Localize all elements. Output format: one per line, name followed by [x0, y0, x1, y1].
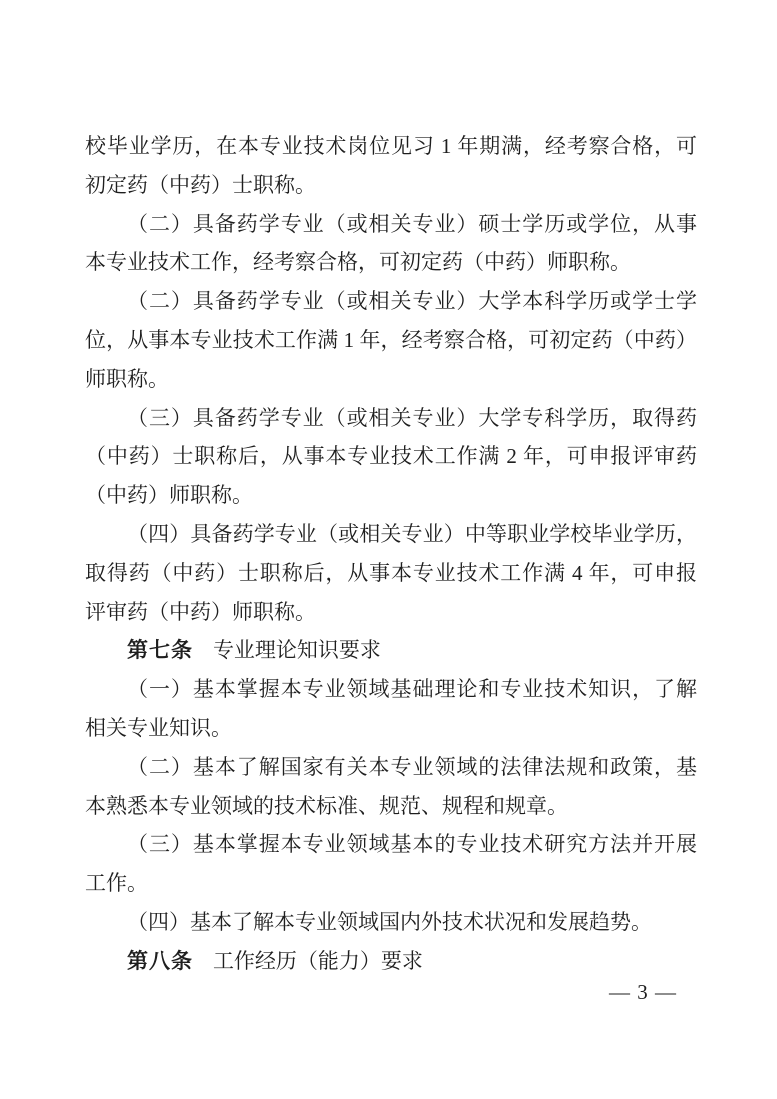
article-7-heading-label: 第七条 — [127, 639, 193, 663]
body-text-line: （二）基本了解国家有关本专业领域的法律法规和政策，基 — [127, 754, 697, 779]
body-text-line: 位，从事本专业技术工作满 1 年，经考察合格，可初定药（中药） — [85, 327, 697, 352]
body-text-line: （中药）师职称。 — [85, 483, 253, 508]
body-text-line: 本熟悉本专业领域的技术标准、规范、规程和规章。 — [85, 793, 568, 818]
body-text-line: （二）具备药学专业（或相关专业）大学本科学历或学士学 — [127, 289, 697, 314]
body-text-line: （三）基本掌握本专业领域基本的专业技术研究方法并开展 — [127, 832, 697, 857]
body-text-line: （中药）士职称后，从事本专业技术工作满 2 年，可申报评审药 — [85, 444, 697, 469]
body-text-line: 校毕业学历，在本专业技术岗位见习 1 年期满，经考察合格，可 — [85, 134, 697, 158]
document-text-block — [85, 127, 697, 981]
body-text-line: 初定药（中药）士职称。 — [85, 172, 316, 197]
article-8-heading-label: 第八条 — [127, 949, 193, 973]
body-text-line: （四）具备药学专业（或相关专业）中等职业学校毕业学历， — [127, 521, 697, 546]
body-text-line: （四）基本了解本专业领域国内外技术状况和发展趋势。 — [127, 909, 652, 934]
page-number-footer: — 3 — — [609, 980, 677, 1004]
body-text-line: 本专业技术工作，经考察合格，可初定药（中药）师职称。 — [85, 250, 631, 275]
body-text-line: 工作。 — [85, 871, 148, 896]
article-8-heading — [85, 942, 697, 981]
body-text-line: 师职称。 — [85, 366, 169, 391]
body-text-line: 相关专业知识。 — [85, 715, 232, 740]
body-text-line: 评审药（中药）师职称。 — [85, 599, 316, 624]
article-7-heading-title: 专业理论知识要求 — [212, 638, 381, 663]
body-text-line: （二）具备药学专业（或相关专业）硕士学历或学位，从事 — [127, 211, 697, 236]
body-text-line: （一）基本掌握本专业领域基础理论和专业技术知识，了解 — [127, 677, 697, 702]
body-text-line: （三）具备药学专业（或相关专业）大学专科学历，取得药 — [127, 405, 697, 430]
article-7-heading — [85, 631, 697, 670]
body-text-line: 取得药（中药）士职称后，从事本专业技术工作满 4 年，可申报 — [85, 560, 697, 585]
article-8-heading-title: 工作经历（能力）要求 — [212, 948, 423, 973]
